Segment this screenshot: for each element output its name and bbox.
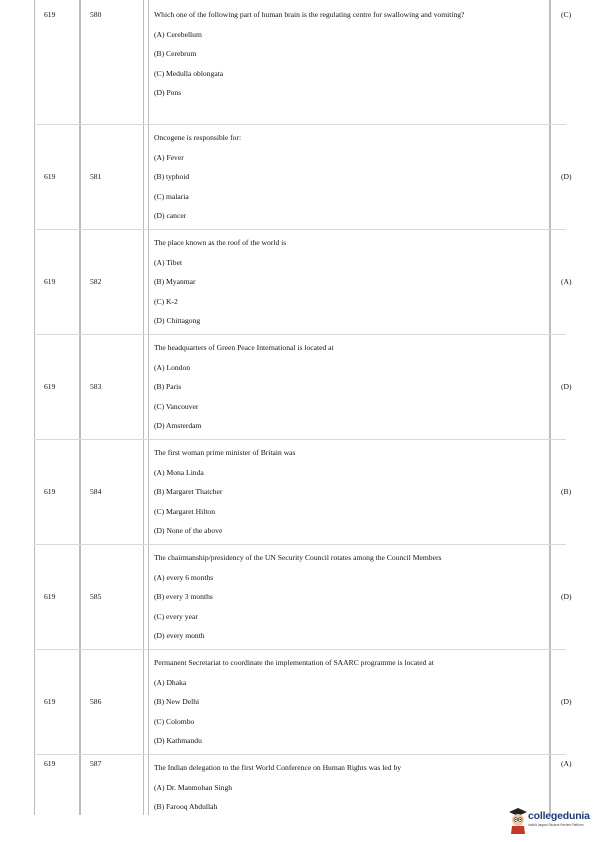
- option-text: (A) Fever: [154, 152, 184, 162]
- paper-code: 619: [44, 697, 56, 706]
- table-row: [34, 755, 572, 815]
- answer-key: (D): [561, 382, 572, 391]
- question-text: The Indian delegation to the first World Conference on Human Rights was led by: [154, 763, 402, 772]
- table-row: [34, 125, 572, 230]
- collegedunia-logo: [509, 806, 595, 836]
- table-cell-border: [550, 545, 595, 649]
- option-text: (D) every month: [154, 631, 205, 640]
- table-cell-border: [550, 230, 595, 334]
- option-text: (C) Colombo: [154, 716, 195, 726]
- option-text: (B) Farooq Abdullah: [154, 802, 218, 811]
- table-cell-border: [550, 440, 595, 544]
- option-text: (B) Margaret Thatcher: [154, 487, 223, 496]
- option-text: (D) None of the above: [154, 526, 223, 535]
- answer-key: (D): [561, 592, 572, 601]
- table-row: [34, 545, 572, 650]
- option-text: (B) typhoid: [154, 172, 190, 181]
- paper-code: 619: [44, 382, 56, 391]
- table-row: [34, 230, 572, 335]
- option-text: (D) cancer: [154, 211, 187, 220]
- table-row: [34, 10, 572, 125]
- option-text: (A) Dr. Manmohan Singh: [154, 782, 233, 792]
- table-cell-border: [550, 650, 595, 754]
- option-text: (D) Pons: [154, 88, 182, 97]
- table-cell-border: [550, 335, 595, 439]
- option-text: (B) Myanmar: [154, 277, 196, 286]
- paper-code: 619: [44, 10, 56, 19]
- question-number: 585: [90, 592, 102, 601]
- table-row: [34, 650, 572, 755]
- question-number: 586: [90, 697, 102, 706]
- question-number: 580: [90, 10, 102, 19]
- question-number: 581: [90, 172, 102, 181]
- question-text: Which one of the following part of human brain is the regulating centre for swallowing and vomiting?: [154, 10, 465, 19]
- paper-code: 619: [44, 172, 56, 181]
- question-number: 584: [90, 487, 102, 496]
- option-text: (C) Vancouver: [154, 401, 199, 411]
- option-text: (A) Tibet: [154, 257, 183, 267]
- table-cell-border: [34, 650, 80, 754]
- graduate-mascot-icon: [509, 808, 527, 834]
- answer-key-table: [34, 10, 572, 815]
- option-text: (A) Dhaka: [154, 677, 187, 687]
- option-text: (C) Margaret Hilton: [154, 506, 216, 516]
- option-text: (D) Kathmandu: [154, 736, 202, 745]
- question-text: Permanent Secretariat to coordinate the implementation of SAARC programme is located at: [154, 658, 434, 667]
- question-text: The place known as the roof of the world is: [154, 238, 287, 247]
- option-text: (C) malaria: [154, 191, 189, 201]
- option-text: (A) every 6 months: [154, 572, 214, 582]
- answer-key: (D): [561, 697, 572, 706]
- paper-code: 619: [44, 759, 56, 768]
- table-row: [34, 335, 572, 440]
- answer-key: (A): [561, 277, 572, 286]
- option-text: (D) Amsterdam: [154, 421, 202, 430]
- answer-key: (D): [561, 172, 572, 181]
- table-cell-border: [34, 440, 80, 544]
- paper-code: 619: [44, 487, 56, 496]
- option-text: (A) Mona Linda: [154, 467, 204, 477]
- answer-key: (A): [561, 759, 572, 768]
- question-text: The headquarters of Green Peace International is located at: [154, 343, 334, 352]
- table-cell-border: [34, 335, 80, 439]
- table-cell-border: [34, 0, 80, 124]
- option-text: (C) K-2: [154, 296, 178, 306]
- option-text: (B) Paris: [154, 382, 182, 391]
- table-cell-border: [550, 125, 595, 229]
- question-text: Oncogene is responsible for:: [154, 133, 242, 142]
- logo-wordmark: collegedunia: [528, 810, 590, 822]
- paper-code: 619: [44, 277, 56, 286]
- table-cell-border: [34, 755, 80, 815]
- table-cell-border: [34, 230, 80, 334]
- answer-key: (C): [561, 10, 572, 19]
- option-text: (D) Chittagong: [154, 316, 201, 325]
- paper-code: 619: [44, 592, 56, 601]
- table-cell-border: [550, 0, 595, 124]
- answer-key: (B): [561, 487, 572, 496]
- table-row: [34, 440, 572, 545]
- option-text: (A) Cerebellum: [154, 29, 202, 39]
- option-text: (B) Cerebrum: [154, 49, 197, 58]
- logo-tagline: India's largest Student Review Platform: [528, 823, 584, 827]
- option-text: (C) every year: [154, 611, 198, 621]
- question-number: 587: [90, 759, 102, 768]
- question-text: The chairmanship/presidency of the UN Security Council rotates among the Council Members: [154, 553, 442, 562]
- question-number: 582: [90, 277, 102, 286]
- option-text: (A) London: [154, 362, 191, 372]
- option-text: (B) every 3 months: [154, 592, 213, 601]
- table-cell-border: [34, 545, 80, 649]
- question-text: The first woman prime minister of Britain was: [154, 448, 296, 457]
- option-text: (B) New Delhi: [154, 697, 200, 706]
- table-cell-border: [34, 125, 80, 229]
- option-text: (C) Medulla oblongata: [154, 68, 224, 78]
- question-number: 583: [90, 382, 102, 391]
